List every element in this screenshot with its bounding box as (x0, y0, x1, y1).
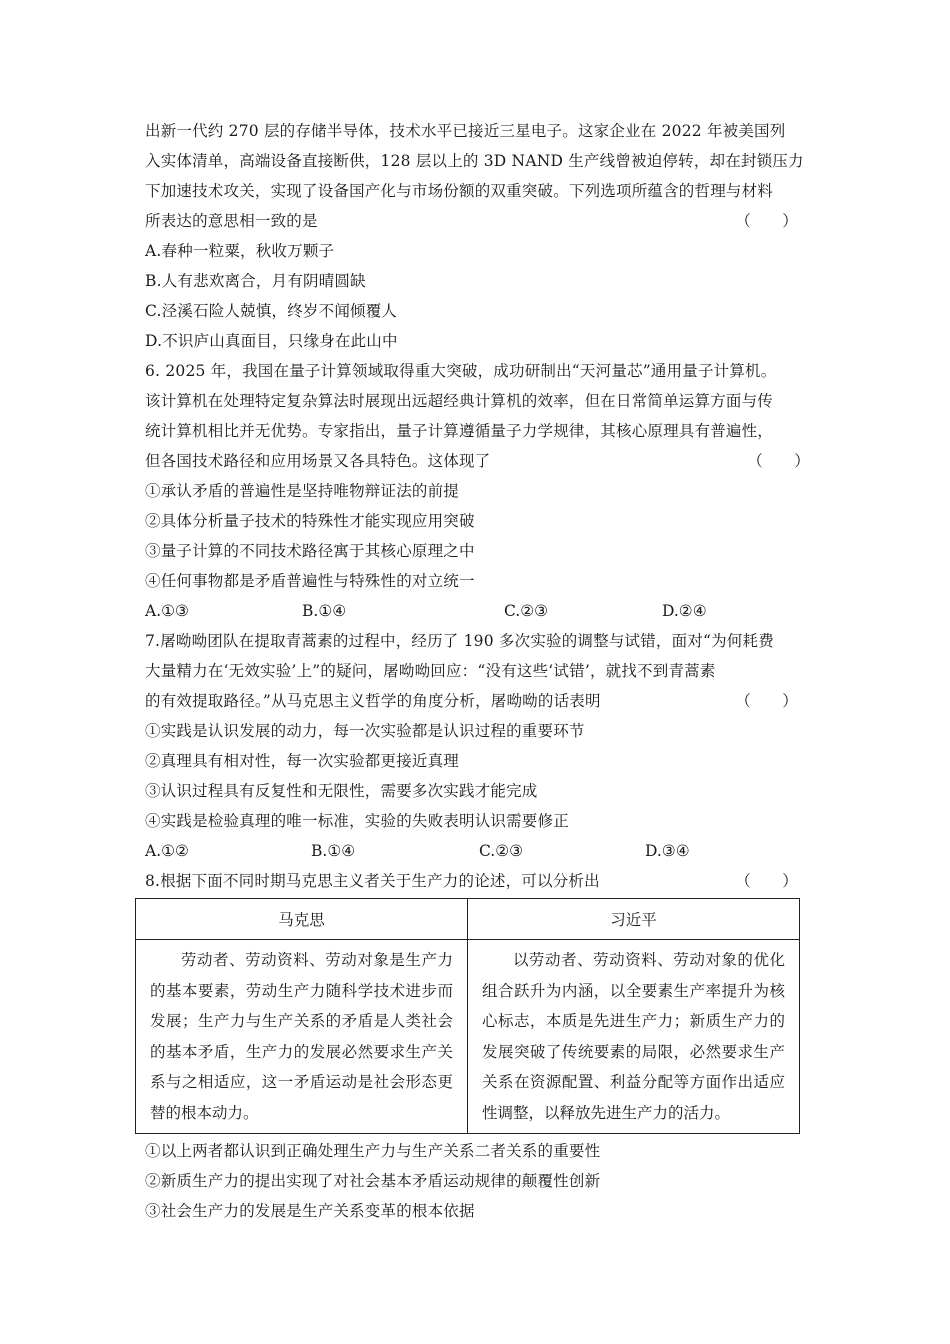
q6-stem-line: 该计算机在处理特定复杂算法时展现出远超经典计算机的效率，但在日常简单运算方面与传 (145, 392, 774, 410)
q8-stem-line (145, 866, 810, 896)
q5-stem-text: 所表达的意思相一致的是 (145, 212, 318, 230)
q7-item-4: ④实践是检验真理的唯一标准，实验的失败表明认识需要修正 (145, 812, 569, 830)
q6-item-1: ①承认矛盾的普遍性是坚持唯物辩证法的前提 (145, 482, 460, 500)
q6-item-3: ③量子计算的不同技术路径寓于其核心原理之中 (145, 542, 475, 560)
q5-option-b: B.人有悲欢离合，月有阴晴圆缺 (145, 272, 366, 290)
q7-stem-text: 的有效提取路径。”从马克思主义哲学的角度分析，屠呦呦的话表明 (145, 692, 601, 710)
q6-stem-text: 但各国技术路径和应用场景又各具特色。这体现了 (145, 452, 491, 470)
q6-choice-c: C.②③ (504, 602, 549, 620)
q6-stem-line: 统计算机相比并无优势。专家指出，量子计算遵循量子力学规律，其核心原理具有普遍性， (145, 422, 774, 440)
comparison-table (135, 898, 800, 1134)
q6-choice-d: D.②④ (662, 602, 707, 620)
q8-stem-text: 8.根据下面不同时期马克思主义者关于生产力的论述，可以分析出 (145, 872, 600, 890)
q6-stem-line: 6. 2025 年，我国在量子计算领域取得重大突破，成功研制出“天河量芯”通用量子计算机。 (145, 362, 777, 380)
exam-page (145, 116, 810, 1226)
q6-item-4: ④任何事物都是矛盾普遍性与特殊性的对立统一 (145, 572, 475, 590)
q6-choices (145, 596, 810, 626)
answer-parentheses: （ ） (735, 212, 798, 230)
q5-stem-line: 入实体清单，高端设备直接断供，128 层以上的 3D NAND 生产线曾被迫停转，却在封锁压力 (145, 152, 804, 170)
q7-choice-d: D.③④ (645, 842, 690, 860)
q7-stem-line: 7.屠呦呦团队在提取青蒿素的过程中，经历了 190 多次实验的调整与试错，面对“为何耗费 (145, 632, 774, 650)
table-header-marx: 马克思 (136, 899, 468, 940)
q8-item-2: ②新质生产力的提出实现了对社会基本矛盾运动规律的颠覆性创新 (145, 1172, 601, 1190)
q5-stem-line (145, 206, 810, 236)
q6-choice-a: A.①③ (145, 602, 189, 620)
q5-option-c: C.泾溪石险人兢慎，终岁不闻倾覆人 (145, 302, 398, 320)
q7-choice-a: A.①② (145, 842, 189, 860)
table-cell-xi: 以劳动者、劳动资料、劳动对象的优化组合跃升为内涵，以全要素生产率提升为核心标志，本质是先进生产力；新质生产力的发展突破了传统要素的局限，必然要求生产关系在资源配置、利益分配等方面作出适应性调整，以释放先进生产力的活力。 (468, 940, 800, 1134)
q7-item-1: ①实践是认识发展的动力，每一次实验都是认识过程的重要环节 (145, 722, 585, 740)
q7-stem-line: 大量精力在‘无效实验’上”的疑问，屠呦呦回应：“没有这些‘试错’，就找不到青蒿素 (145, 662, 716, 680)
q6-stem-line (145, 446, 810, 476)
table-header-xi: 习近平 (468, 899, 800, 940)
q7-item-2: ②真理具有相对性，每一次实验都更接近真理 (145, 752, 460, 770)
q7-choice-c: C.②③ (479, 842, 524, 860)
q7-item-3: ③认识过程具有反复性和无限性，需要多次实践才能完成 (145, 782, 538, 800)
q7-stem-line (145, 686, 810, 716)
table-cell-marx: 劳动者、劳动资料、劳动对象是生产力的基本要素，劳动生产力随科学技术进步而发展；生产力与生产关系的矛盾是人类社会的基本矛盾，生产力的发展必然要求生产关系与之相适应，这一矛盾运动是社会形态更替的根本动力。 (136, 940, 468, 1134)
answer-parentheses: （ ） (747, 452, 810, 470)
q5-option-d: D.不识庐山真面目，只缘身在此山中 (145, 332, 398, 350)
q5-stem-line: 出新一代约 270 层的存储半导体，技术水平已接近三星电子。这家企业在 2022 年被美国列 (145, 122, 786, 140)
answer-parentheses: （ ） (735, 692, 798, 710)
q8-item-1: ①以上两者都认识到正确处理生产力与生产关系二者关系的重要性 (145, 1142, 601, 1160)
q5-option-a: A.春种一粒粟，秋收万颗子 (145, 242, 335, 260)
q8-item-3: ③社会生产力的发展是生产关系变革的根本依据 (145, 1202, 475, 1220)
q5-stem-line: 下加速技术攻关，实现了设备国产化与市场份额的双重突破。下列选项所蕴含的哲理与材料 (145, 182, 774, 200)
q6-item-2: ②具体分析量子技术的特殊性才能实现应用突破 (145, 512, 475, 530)
answer-parentheses: （ ） (735, 872, 798, 890)
q6-choice-b: B.①④ (302, 602, 347, 620)
q7-choice-b: B.①④ (311, 842, 356, 860)
q7-choices (145, 836, 810, 866)
